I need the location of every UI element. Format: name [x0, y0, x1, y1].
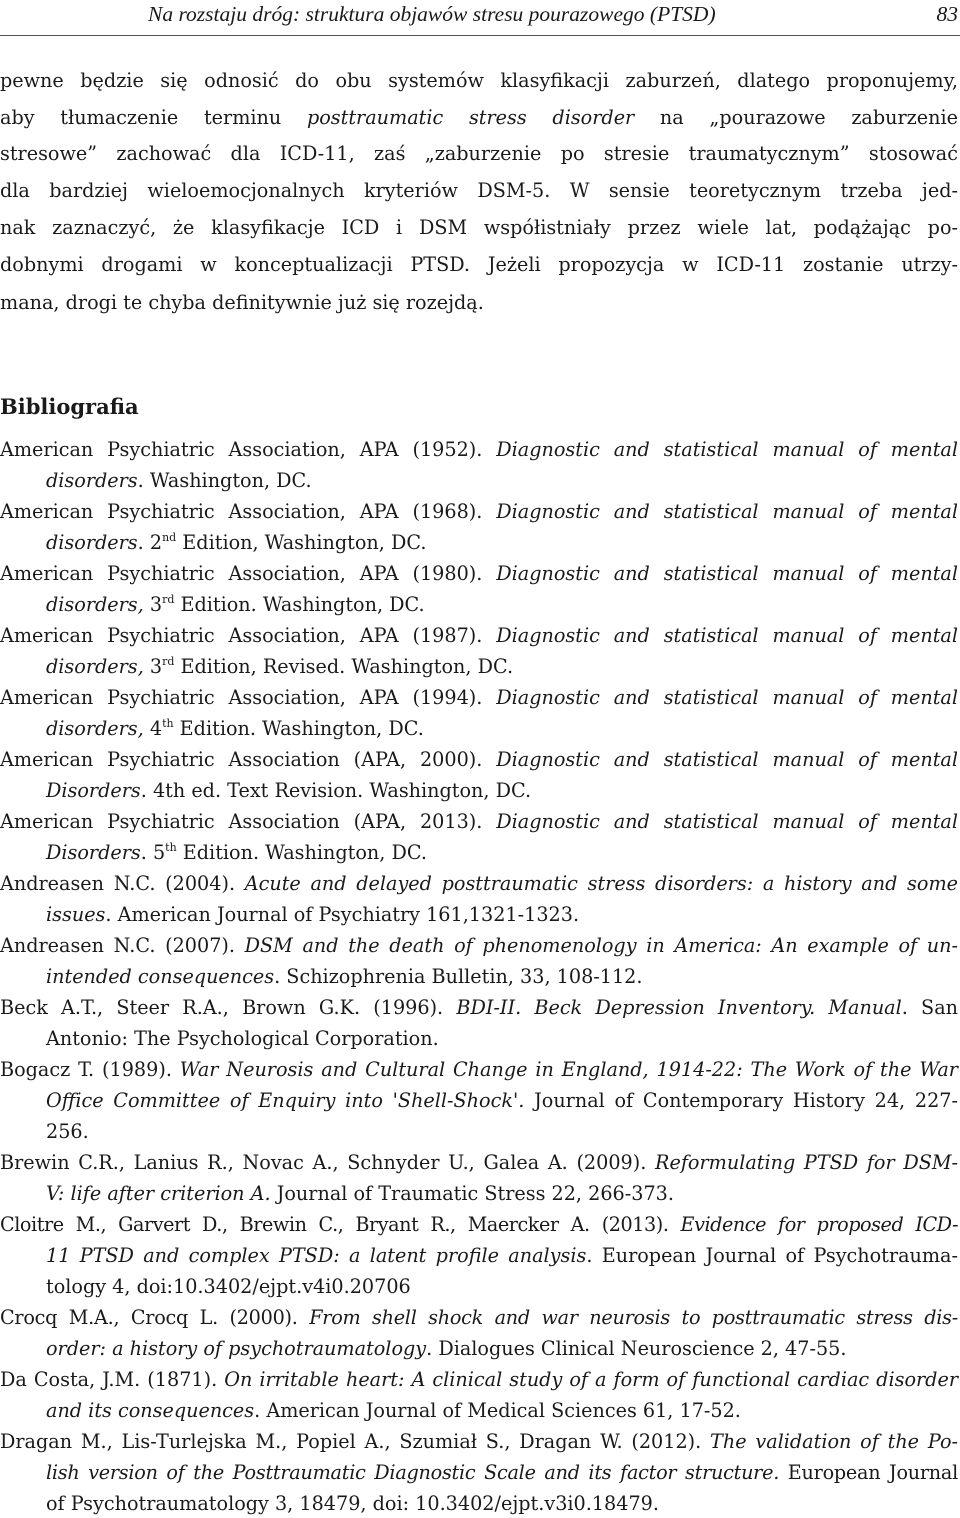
paragraph-line [0, 216, 958, 242]
paragraph-line [0, 179, 958, 205]
reference-entry-line [0, 1368, 958, 1394]
italic-text: Disorders [46, 841, 141, 864]
page-number: 83 [936, 2, 958, 26]
superscript: nd [162, 530, 177, 544]
text-run: dobnymi drogami w konceptualizacji PTSD. Jeżeli propozycja w ICD-11 zostanie utrzy- [0, 253, 958, 276]
text-run: Brewin C.R., Lanius R., Novac A., Schnyder U., Galea A. (2009). [0, 1151, 656, 1174]
text-run: dla bardziej wieloemocjonalnych kryteriów DSM-5. W sensie teoretycznym trzeba jed- [0, 179, 958, 202]
text-run: 3 [143, 655, 163, 678]
text-run: aby tłumaczenie terminu [0, 106, 307, 129]
italic-text: lish version of the Posttraumatic Diagnostic Scale and its factor structure. [46, 1461, 780, 1484]
text-run: nak zaznaczyć, że klasyfikacje ICD i DSM współistniały przez wiele lat, podążając po- [0, 216, 958, 239]
italic-text: Diagnostic and statistical manual of mental [496, 748, 958, 771]
text-run: . American Journal of Psychiatry 161,1321-1323. [105, 903, 580, 926]
paragraph-line [0, 106, 958, 132]
paragraph-line [0, 69, 958, 95]
text-run: . Dialogues Clinical Neuroscience 2, 47-55. [426, 1337, 847, 1360]
reference-entry-line [0, 810, 958, 836]
italic-text: Diagnostic and statistical manual of mental [496, 810, 958, 833]
reference-entry-continuation [46, 655, 958, 681]
text-run: of Psychotraumatology 3, 18479, doi: 10.3402/ejpt.v3i0.18479. [46, 1492, 659, 1515]
reference-entry-line [0, 1151, 958, 1177]
reference-entry-line [0, 1058, 958, 1084]
text-run: Beck A.T., Steer R.A., Brown G.K. (1996). [0, 996, 457, 1019]
italic-text: disorders, [46, 717, 144, 740]
text-run: Crocq M.A., Crocq L. (2000). [0, 1306, 310, 1329]
italic-text: Disorders [46, 779, 141, 802]
text-run: Edition. Washington, DC. [176, 841, 427, 864]
italic-text: Office Committee of Enquiry into 'Shell-Shock'. [46, 1089, 525, 1112]
text-run: American Psychiatric Association (APA, 2000). [0, 748, 497, 771]
italic-text: Diagnostic and statistical manual of mental [496, 438, 958, 461]
reference-entry-line [0, 1306, 958, 1332]
text-run: 3 [143, 593, 163, 616]
reference-entry-continuation [46, 469, 958, 495]
reference-entry-continuation [46, 717, 958, 743]
reference-entry-continuation [46, 1461, 958, 1487]
text-run: na „pourazowe zaburzenie [634, 106, 958, 129]
text-run: 256. [46, 1120, 89, 1143]
italic-text: DSM and the death of phenomenology in America: An example of un- [244, 934, 958, 957]
text-run: . 2 [137, 531, 163, 554]
italic-text: BDI-II. Beck Depression Inventory. Manual [456, 996, 902, 1019]
reference-entry-line [0, 1430, 958, 1456]
reference-entry-continuation [46, 965, 958, 991]
reference-entry-line [0, 500, 958, 526]
text-run: Dragan M., Lis-Turlejska M., Popiel A., Szumiał S., Dragan W. (2012). [0, 1430, 711, 1453]
text-run: American Psychiatric Association, APA (1987). [0, 624, 497, 647]
reference-entry-line [0, 686, 958, 712]
reference-entry-line [0, 748, 958, 774]
italic-text: Diagnostic and statistical manual of mental [496, 686, 958, 709]
text-run: Antonio: The Psychological Corporation. [46, 1027, 439, 1050]
italic-text: disorders [46, 469, 138, 492]
text-run: American Psychiatric Association, APA (1994). [0, 686, 497, 709]
reference-entry-continuation [46, 1027, 958, 1053]
reference-entry-continuation [46, 841, 958, 867]
italic-text: Diagnostic and statistical manual of mental [496, 500, 958, 523]
reference-entry-line [0, 1213, 958, 1239]
text-run: American Psychiatric Association (APA, 2013). [0, 810, 497, 833]
running-header [0, 0, 960, 36]
reference-entry-line [0, 872, 958, 898]
reference-entry-continuation [46, 903, 958, 929]
text-run: Cloitre M., Garvert D., Brewin C., Bryant R., Maercker A. (2013). [0, 1213, 681, 1236]
reference-entry-continuation [46, 1182, 958, 1208]
reference-entry-line [0, 996, 958, 1022]
text-run: . 5 [140, 841, 166, 864]
running-header-title: Na rozstaju dróg: struktura objawów stresu pourazowego (PTSD) [148, 2, 716, 26]
text-run: Edition. Washington, DC. [173, 717, 424, 740]
text-run: . San [901, 996, 959, 1019]
text-run: American Psychiatric Association, APA (1952). [0, 438, 497, 461]
text-run: stresowe” zachować dla ICD-11, zaś „zaburzenie po stresie traumatycznym” stosować [0, 142, 958, 165]
text-run: Edition. Washington, DC. [174, 593, 425, 616]
text-run: Journal of Contemporary History 24, 227- [524, 1089, 958, 1112]
reference-entry-continuation [46, 531, 958, 557]
italic-text: From shell shock and war neurosis to posttraumatic stress dis- [309, 1306, 958, 1329]
text-run: . Washington, DC. [137, 469, 312, 492]
italic-text: Acute and delayed posttraumatic stress disorders: a history and some [244, 872, 958, 895]
reference-entry-continuation [46, 1492, 958, 1518]
text-run: Edition, Washington, DC. [176, 531, 427, 554]
italic-text: War Neurosis and Cultural Change in England, 1914-22: The Work of the War [179, 1058, 958, 1081]
italic-text: disorders, [46, 593, 144, 616]
reference-entry-continuation [46, 1244, 958, 1270]
paragraph-line [0, 291, 958, 317]
reference-entry-continuation [46, 1399, 958, 1425]
italic-text: order: a history of psychotraumatology [46, 1337, 427, 1360]
text-run: American Psychiatric Association, APA (1980). [0, 562, 497, 585]
italic-text: disorders, [46, 655, 144, 678]
reference-entry-continuation [46, 1120, 958, 1146]
text-run: . European Journal of Psychotrauma- [586, 1244, 958, 1267]
superscript: rd [162, 592, 175, 606]
text-run: Da Costa, J.M. (1871). [0, 1368, 225, 1391]
text-run: Journal of Traumatic Stress 22, 266-373. [270, 1182, 674, 1205]
text-run: . 4th ed. Text Revision. Washington, DC. [140, 779, 532, 802]
italic-text: Diagnostic and statistical manual of mental [496, 624, 958, 647]
superscript: th [165, 840, 177, 854]
reference-entry-line [0, 624, 958, 650]
italic-text: The validation of the Po- [710, 1430, 959, 1453]
text-run: Bogacz T. (1989). [0, 1058, 180, 1081]
text-run: . American Journal of Medical Sciences 61, 17-52. [254, 1399, 741, 1422]
text-run: mana, drogi te chyba definitywnie już się rozejdą. [0, 291, 484, 314]
superscript: th [162, 716, 174, 730]
paragraph-line [0, 142, 958, 168]
bibliography-heading: Bibliografia [0, 394, 139, 419]
italic-text: On irritable heart: A clinical study of a form of functional cardiac disorder [224, 1368, 958, 1391]
reference-entry-continuation [46, 1089, 958, 1115]
italic-text: Evidence for proposed ICD- [680, 1213, 959, 1236]
text-run: pewne będzie się odnosić do obu systemów klasyfikacji zaburzeń, dlatego proponujemy, [0, 69, 958, 92]
reference-entry-continuation [46, 593, 958, 619]
italic-text: disorders [46, 531, 138, 554]
reference-entry-continuation [46, 1275, 958, 1301]
italic-text: posttraumatic stress disorder [306, 106, 635, 129]
italic-text: issues [46, 903, 106, 926]
italic-text: V: life after criterion A. [46, 1182, 271, 1205]
italic-text: 11 PTSD and complex PTSD: a latent profile analysis [46, 1244, 587, 1267]
italic-text: Diagnostic and statistical manual of mental [496, 562, 958, 585]
text-run: 4 [143, 717, 163, 740]
text-run: tology 4, doi:10.3402/ejpt.v4i0.20706 [46, 1275, 411, 1298]
italic-text: Reformulating PTSD for DSM- [655, 1151, 958, 1174]
text-run: Edition, Revised. Washington, DC. [174, 655, 514, 678]
reference-entry-line [0, 438, 958, 464]
text-run: European Journal [779, 1461, 958, 1484]
italic-text: and its consequences [46, 1399, 255, 1422]
text-run: American Psychiatric Association, APA (1968). [0, 500, 497, 523]
text-run: Andreasen N.C. (2004). [0, 872, 245, 895]
text-run: . Schizophrenia Bulletin, 33, 108-112. [274, 965, 643, 988]
reference-entry-line [0, 562, 958, 588]
paragraph-line [0, 253, 958, 279]
text-run: Andreasen N.C. (2007). [0, 934, 245, 957]
reference-entry-continuation [46, 779, 958, 805]
italic-text: intended consequences [46, 965, 275, 988]
reference-entry-line [0, 934, 958, 960]
superscript: rd [162, 654, 175, 668]
reference-entry-continuation [46, 1337, 958, 1363]
